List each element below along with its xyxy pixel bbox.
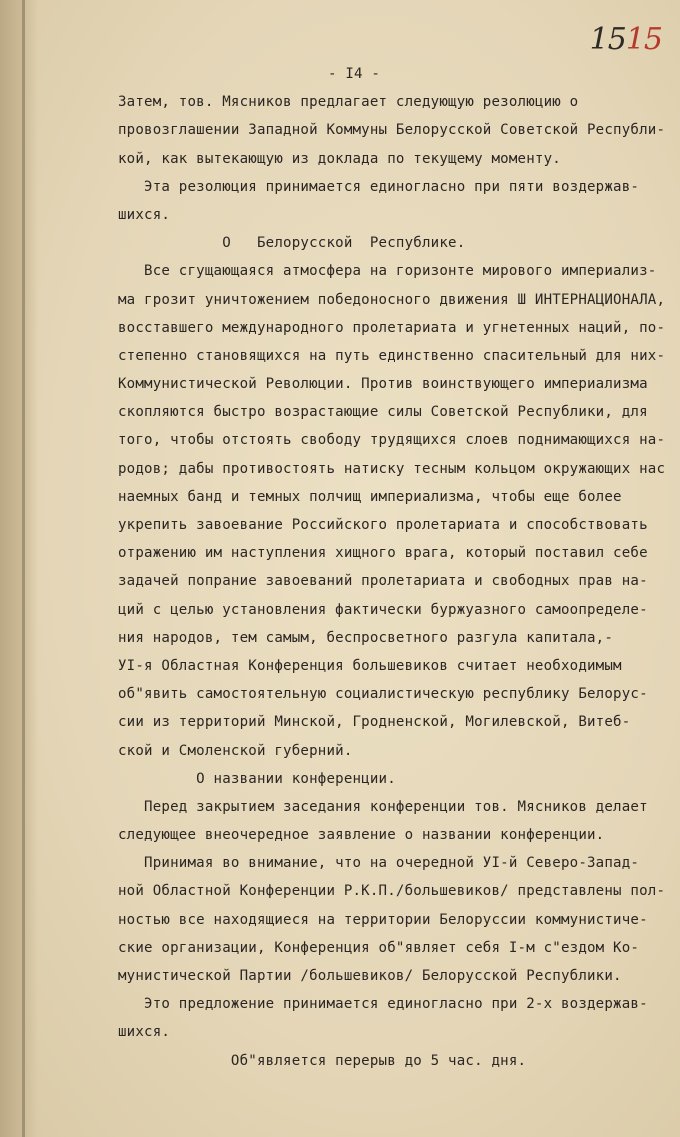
text-line: Все сгущающаяся атмосфера на горизонте мирового империализ- <box>118 263 657 280</box>
text-line: Принимая во внимание, что на очередной УI-й Северо-Запад- <box>118 855 640 872</box>
text-line: укрепить завоевание Российского пролетариата и способствовать <box>118 517 648 533</box>
text-line: скопляются быстро возрастающие силы Советской Республики, для <box>118 404 648 421</box>
folio-number-black: 15 <box>589 22 626 57</box>
text-line: О Белорусской Республике. <box>118 235 466 252</box>
text-line: шихся. <box>118 206 171 223</box>
text-line: отражению им наступления хищного врага, который поставил себе <box>118 545 648 562</box>
text-line: Перед закрытием заседания конференции тов. Мясников делает <box>118 798 648 815</box>
text-line: наемных банд и темных полчищ империализма, чтобы еще более <box>118 488 622 505</box>
text-line: кой, как вытекающую из доклада по текущему моменту. <box>118 150 561 167</box>
text-line: О названии конференции. <box>118 770 396 787</box>
page-number: - I4 - <box>328 66 381 82</box>
folio-number-red: 15 <box>625 22 662 57</box>
binding-edge <box>0 0 38 1137</box>
text-line: следующее внеочередное заявление о названии конференции. <box>118 827 605 844</box>
text-line: ма грозит уничтожением победоносного движения Ш ИНТЕРНАЦИОНАЛА, <box>118 291 666 308</box>
text-line: задачей попрание завоеваний пролетариата и свободных прав на- <box>118 573 648 590</box>
text-line: того, чтобы отстоять свободу трудящихся слоев поднимающихся на- <box>118 432 666 449</box>
text-line: ния народов, тем самым, беспросветного разгула капитала,- <box>118 629 614 646</box>
text-line: ские организации, Конференция об"являет себя I-м с"ездом Ко- <box>118 939 640 956</box>
text-line: мунистической Партии /большевиков/ Белорусской Республики. <box>118 968 622 984</box>
document-body <box>118 60 666 1075</box>
text-line: степенно становящихся на путь единственно спасительный для них- <box>118 347 666 364</box>
text-line: УI-я Областная Конференция большевиков считает необходимым <box>118 657 622 674</box>
text-line: Коммунистической Революции. Против воинствующего империализма <box>118 376 648 393</box>
text-line: ной Областной Конференции Р.К.П./большевиков/ представлены пол- <box>118 883 666 900</box>
text-line: сии из территорий Минской, Гродненской, Могилевской, Витеб- <box>118 714 631 731</box>
text-line: Затем, тов. Мясников предлагает следующую резолюцию о <box>118 94 579 111</box>
text-line: Об"является перерыв до 5 час. дня. <box>118 1052 527 1069</box>
text-line: ностью все находящиеся на территории Белоруссии коммунистиче- <box>118 911 648 928</box>
body-lines <box>118 88 666 1075</box>
text-line: ций с целью установления фактически буржуазного самоопределе- <box>118 601 648 618</box>
text-line: Это предложение принимается единогласно при 2-х воздержав- <box>118 996 648 1013</box>
folio-number <box>590 22 662 57</box>
text-line: Эта резолюция принимается единогласно при пяти воздержав- <box>118 178 640 195</box>
binding-shadow <box>22 0 25 1137</box>
text-line: восставшего международного пролетариата и угнетенных наций, по- <box>118 319 666 336</box>
text-line: об"явить самостоятельную социалистическую республику Белорус- <box>118 686 648 703</box>
text-line: родов; дабы противостоять натиску тесным кольцом окружающих нас <box>118 460 666 477</box>
text-line: шихся. <box>118 1024 171 1041</box>
text-line: провозглашении Западной Коммуны Белорусской Советской Республи- <box>118 122 666 139</box>
text-line: ской и Смоленской губерний. <box>118 742 353 759</box>
